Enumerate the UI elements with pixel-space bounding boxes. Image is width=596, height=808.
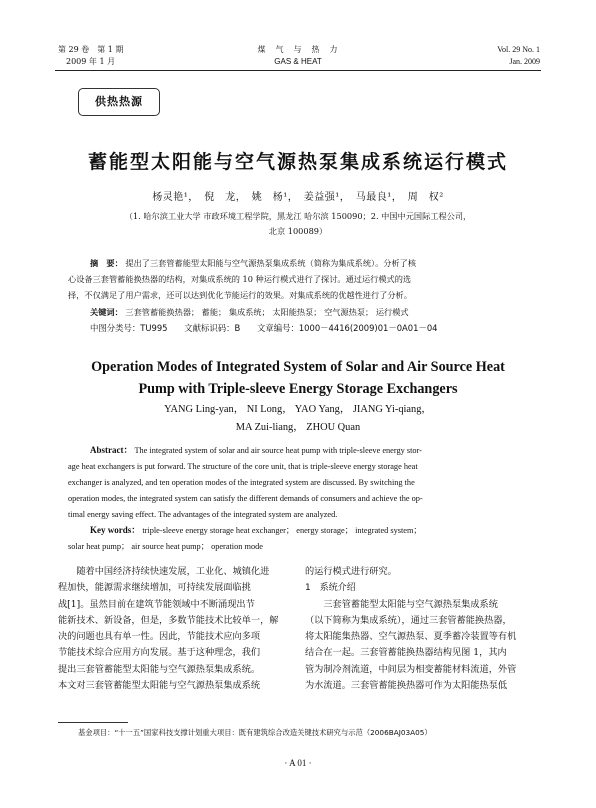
body-right-line: （以下简称为集成系统），通过三套管蓄能换热器， [305, 614, 512, 626]
abstract-en-line3: exchanger is analyzed, and ten operation modes of the integrated system are discussed. By switching the [68, 478, 415, 487]
body-column-left [58, 564, 293, 694]
body-right-line: 为水流道。三套管蓄能换热器可作为太阳能热泵低 [305, 680, 508, 692]
affiliation-cn-line1: （1. 哈尔滨工业大学 市政环境工程学院，黑龙江 哈尔滨 150090；2. 中国中元国际工程公司， [124, 211, 472, 221]
page-number: · A 01 · [284, 758, 312, 768]
abstract-en-label: Abstract： [90, 445, 133, 455]
keywords-cn [90, 305, 530, 320]
keywords-cn-label: 关键词： [90, 307, 123, 317]
header-rule [55, 70, 541, 71]
journal-date-en: Jan. 2009 [509, 57, 540, 66]
paper-title-en-line1: Operation Modes of Integrated System of Solar and Air Source Heat [91, 359, 505, 375]
body-left-line: 节能技术综合应用方向发展。基于这种理念，我们 [58, 647, 261, 659]
journal-name-en: GAS & HEAT [274, 57, 322, 66]
body-left-line: 战[1]。虽然目前在建筑节能领域中不断涌现出节 [58, 598, 255, 610]
paper-title-cn: 蓄能型太阳能与空气源热泵集成系统运行模式 [87, 151, 508, 173]
abstract-cn-text1: 提出了三套管蓄能型太阳能与空气源热泵集成系统（简称为集成系统）。分析了核 [125, 258, 417, 268]
body-left-line: 提出三套管蓄能型太阳能与空气源热泵集成系统。 [58, 663, 261, 675]
abstract-cn-line1 [90, 256, 510, 271]
body-right-line: 将太阳能集热器、空气源热泵、夏季蓄冷装置等有机 [305, 631, 517, 643]
abstract-cn-line3: 择，不仅满足了用户需求，还可以达到优化节能运行的效果。对集成系统的优越性进行了分析。 [68, 290, 412, 300]
journal-vol-en: Vol. 29 No. 1 [497, 45, 540, 54]
abstract-en-line2: age heat exchangers is put forward. The structure of the core unit, that is triple-sleeve energy storage heat [68, 462, 418, 471]
body-left-line: 本文对三套管蓄能型太阳能与空气源热泵集成系统 [58, 680, 261, 692]
body-left-line: 能新技术、新设备，但是，多数节能技术比较单一，解 [58, 614, 279, 626]
affiliation-cn-line2: 北京 100089） [268, 226, 328, 236]
keywords-en-text1: triple-sleeve energy storage heat exchanger； energy storage； integrated system； [142, 526, 422, 535]
journal-name-cn: 煤 气 与 热 力 [257, 45, 339, 54]
abstract-en-line1 [90, 443, 530, 459]
abstract-cn-label: 摘 要： [90, 258, 123, 268]
keywords-en-line1 [90, 523, 530, 539]
abstract-cn-line2: 心设备三套管蓄能换热器的结构，对集成系统的 10 种运行模式进行了探讨。通过运行模式的选 [68, 274, 412, 284]
body-right-line: 的运行模式进行研究。 [305, 566, 397, 577]
journal-date: 2009 年 1 月 [66, 57, 116, 66]
section-tag-label: 供热热源 [95, 95, 143, 108]
keywords-cn-text: 三套管蓄能换热器； 蓄能； 集成系统； 太阳能热泵； 空气源热泵； 运行模式 [125, 307, 409, 317]
keywords-en-line2: solar heat pump； air source heat pump； operation mode [68, 542, 263, 551]
keywords-en-label: Key words： [90, 525, 141, 535]
funding-footnote: 基金项目：“十一五”国家科技支撑计划重大项目：既有建筑综合改造关键技术研究与示范（2006BAJ03A05） [78, 728, 432, 737]
authors-en-line1: YANG Ling-yan， NI Long， YAO Yang， JIANG Yi-qiang， [164, 404, 432, 415]
paper-title-en-line2: Pump with Triple-sleeve Energy Storage Exchangers [138, 381, 458, 397]
footnote-rule [58, 722, 128, 723]
classification-line: 中图分类号：TU995 文献标识码：B 文章编号：1000－4416(2009)01－0A01－04 [90, 323, 438, 333]
body-left-line: 决的问题也具有单一性。因此，节能技术应向多项 [58, 631, 261, 643]
body-left-line: 随着中国经济持续快速发展，工业化、城镇化进 [58, 566, 270, 577]
section-tag [78, 88, 160, 116]
abstract-en-line5: timal energy saving effect. The advantages of the integrated system are analyzed. [68, 510, 338, 519]
body-right-line: 三套管蓄能型太阳能与空气源热泵集成系统 [305, 598, 498, 610]
body-right-line: 管为制冷剂流道，中间层为相变蓄能材料流道，外管 [305, 663, 517, 675]
abstract-en-text1: The integrated system of solar and air source heat pump with triple-sleeve energy stor- [134, 446, 422, 455]
body-column-right [305, 564, 541, 694]
body-left-line: 程加快，能源需求继续增加，可持续发展面临挑 [58, 582, 251, 594]
body-right-line: 结合在一起。三套管蓄能换热器结构见图 1，其内 [305, 647, 507, 659]
authors-cn: 杨灵艳¹， 倪 龙， 姚 杨¹， 姜益强¹， 马最良¹， 周 权² [152, 192, 444, 203]
section-heading-1: 1 系统介绍 [305, 583, 356, 594]
authors-en-line2: MA Zui-liang， ZHOU Quan [235, 422, 361, 433]
abstract-en-line4: operation modes, the integrated system can satisfy the different demands of consumers and achieve the op- [68, 494, 423, 503]
journal-volume-issue: 第 29 卷 第 1 期 [58, 45, 124, 54]
